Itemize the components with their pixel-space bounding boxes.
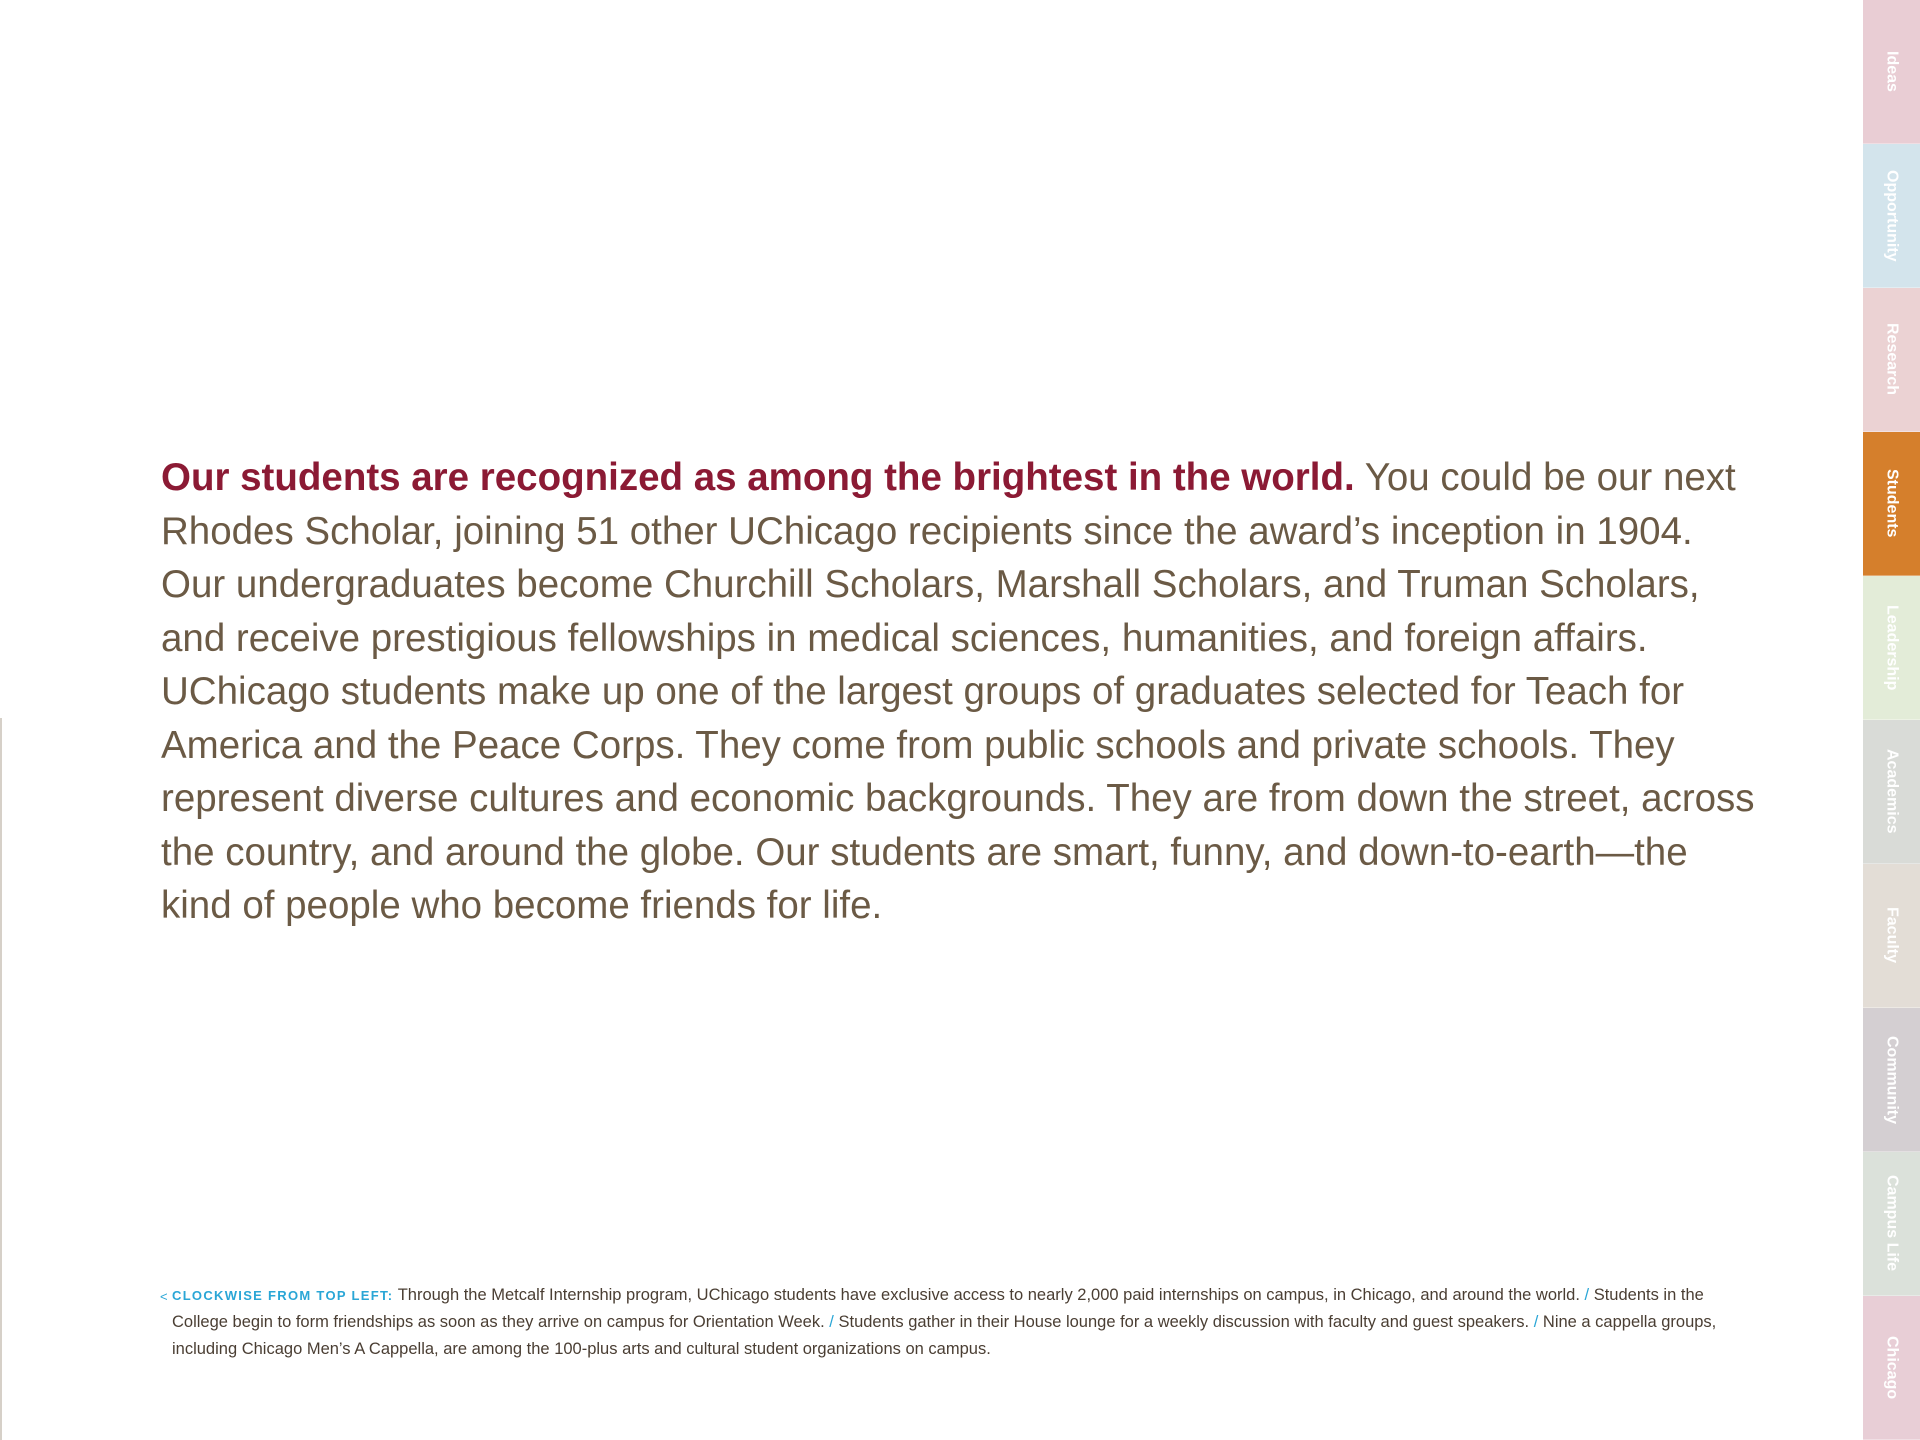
caption-separator: / <box>1533 1313 1539 1331</box>
caption-item: Students gather in their House lounge for a weekly discussion with faculty and guest speakers. <box>838 1313 1530 1331</box>
tab-label: Chicago <box>1883 1335 1901 1400</box>
page-edge-divider <box>0 718 2 1440</box>
tab-community[interactable] <box>1863 1008 1920 1152</box>
caption-item: Through the Metcalf Internship program, UChicago students have exclusive access to nearly 2,000 paid internships on campus, in Chicago, and around the world. <box>397 1286 1580 1304</box>
caption-body <box>160 1282 1720 1363</box>
tab-label: Community <box>1883 1035 1901 1124</box>
tab-label: Campus Life <box>1883 1175 1901 1272</box>
caption-item: Nine a cappella groups, including Chicago Men’s A Cappella, are among the 100-plus arts and cultural student organizations on campus. <box>172 1313 1717 1358</box>
tab-label: Faculty <box>1883 907 1901 964</box>
caption-separator: / <box>829 1313 834 1331</box>
tab-label: Research <box>1883 323 1901 396</box>
caption-label: CLOCKWISE FROM TOP LEFT: <box>172 1288 394 1303</box>
tab-label: Opportunity <box>1883 169 1901 262</box>
caption-item: Students in the College begin to form friendships as soon as they arrive on campus for Orientation Week. <box>172 1286 1704 1331</box>
tab-leadership[interactable] <box>1863 576 1920 720</box>
tab-academics[interactable] <box>1863 720 1920 864</box>
photo-caption <box>160 1282 1720 1363</box>
tab-students[interactable] <box>1863 432 1920 576</box>
caption-arrow-icon: < <box>160 1289 168 1304</box>
tab-chicago[interactable] <box>1863 1296 1920 1440</box>
tab-label: Academics <box>1883 749 1901 834</box>
section-tabs <box>1863 0 1920 1440</box>
caption-separator: / <box>1584 1286 1590 1304</box>
tab-opportunity[interactable] <box>1863 144 1920 288</box>
tab-research[interactable] <box>1863 288 1920 432</box>
tab-faculty[interactable] <box>1863 864 1920 1008</box>
intro-paragraph <box>161 451 1761 933</box>
tab-campus-life[interactable] <box>1863 1152 1920 1296</box>
tab-ideas[interactable] <box>1863 0 1920 144</box>
intro-body-text: You could be our next Rhodes Scholar, joining 51 other UChicago recipients since the award’s inception in 1904. Our undergraduates become Churchill Scholars, Marshall Scholars, and Truman Scholars, and receive prestigious fellowships in medical sciences, humanities, and foreign affairs. UChicago students make up one of the largest groups of graduates selected for Teach for America and the Peace Corps. They come from public schools and private schools. They represent diverse cultures and economic backgrounds. They are from down the street, across the country, and around the globe. Our students are smart, funny, and down-to-earth—the kind of people who become friends for life. <box>161 456 1755 927</box>
tab-label: Ideas <box>1883 51 1901 92</box>
tab-label: Leadership <box>1883 604 1901 691</box>
intro-lead-sentence: Our students are recognized as among the brightest in the world. <box>161 456 1355 499</box>
tab-label: Students <box>1883 469 1901 538</box>
